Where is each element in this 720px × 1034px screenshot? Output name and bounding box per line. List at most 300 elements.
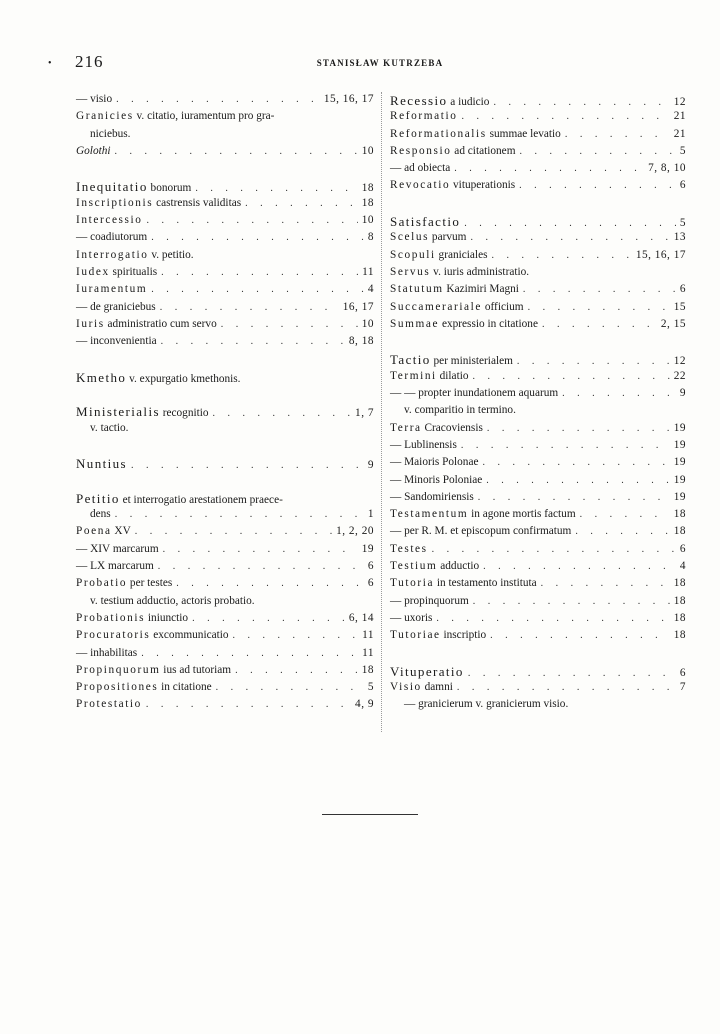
dot-leader (483, 561, 676, 572)
entry-pages: 11 (362, 629, 374, 642)
entry-label (390, 525, 571, 537)
index-entry (390, 231, 686, 248)
dot-leader (519, 180, 676, 191)
entry-text: — Lublinensis (390, 438, 457, 451)
index-entry (76, 577, 374, 594)
entry-label (90, 422, 128, 434)
entry-text: inscriptio (440, 629, 487, 642)
dot-leader (195, 183, 357, 194)
entry-text: — LX marcarum (76, 560, 154, 573)
dot-leader (131, 460, 364, 471)
entry-label (90, 128, 130, 140)
entry-pages: 19 (673, 473, 686, 486)
dot-leader (158, 561, 364, 572)
entry-text: iniunctio (145, 611, 189, 624)
entry-pages: 7, 8, 10 (648, 162, 686, 175)
dot-leader (486, 475, 669, 486)
dot-leader (565, 129, 670, 140)
entry-headword: Poena (76, 525, 112, 538)
entry-text: recognitio (159, 407, 209, 420)
entry-text: excommunicatio (150, 629, 229, 642)
dot-leader (213, 408, 352, 419)
entry-text: per ministerialem (430, 355, 513, 368)
entry-text: Kazimiri Magni (443, 283, 519, 296)
index-entry (390, 128, 686, 145)
entry-text: a iudicio (447, 96, 490, 108)
index-entry (76, 231, 374, 248)
entry-label (390, 214, 460, 230)
entry-pages: 4 (679, 560, 686, 573)
dot-leader (464, 218, 676, 229)
entry-pages: 10 (361, 214, 374, 227)
entry-text: v. expurgatio kmethonis. (126, 372, 241, 385)
entry-label (390, 439, 457, 451)
entry-label (76, 197, 241, 209)
entry-pages: 18 (361, 663, 374, 676)
index-entry (390, 179, 686, 196)
dot-leader (528, 302, 670, 313)
index-entry (76, 491, 374, 508)
entry-label (76, 266, 157, 278)
entry-headword: Probatio (76, 577, 128, 590)
entry-text: damni (421, 681, 453, 694)
dot-leader (470, 232, 669, 243)
index-entry (390, 162, 686, 179)
index-entry (390, 352, 686, 369)
entry-label (390, 664, 464, 680)
index-entry (76, 629, 374, 646)
dot-leader (541, 578, 670, 589)
entry-text: expressio in citatione (439, 317, 538, 330)
entry-pages: 18 (673, 629, 686, 642)
entry-text: — — propter inundationem aquarum (390, 387, 559, 400)
entry-pages: 19 (673, 421, 686, 434)
margin-mark: • (48, 58, 52, 69)
entry-label (390, 318, 538, 330)
entry-pages: 2, 15 (660, 317, 686, 330)
index-entry (76, 681, 374, 698)
entry-pages: 18 (361, 196, 374, 209)
entry-text: — propinquorum (390, 594, 469, 607)
index-entry (76, 93, 374, 110)
dot-leader (151, 232, 364, 243)
entry-headword: Terra (390, 421, 422, 434)
footer-rule (322, 814, 418, 815)
entry-headword: Recessio (390, 93, 448, 108)
entry-label (390, 508, 576, 520)
entry-text: — per R. M. et episcopum confirmatum (390, 525, 572, 538)
entry-label (390, 370, 469, 382)
entry-headword: Servus (390, 265, 431, 278)
index-entry (390, 698, 686, 715)
entry-text: ius ad tutoriam (160, 663, 232, 676)
entry-headword: Statutum (390, 283, 444, 296)
entry-pages: 19 (361, 542, 374, 555)
entry-pages: 4 (367, 283, 374, 296)
index-entry (390, 214, 686, 231)
entry-pages: 15, 16, 17 (635, 248, 686, 261)
dot-leader (461, 111, 669, 122)
index-entry (390, 422, 686, 439)
entry-label (390, 352, 513, 368)
index-entry (76, 456, 374, 473)
entry-pages: 11 (362, 646, 374, 659)
index-entry (390, 249, 686, 266)
dot-leader (163, 544, 358, 555)
entry-text: adductio (437, 560, 480, 573)
entry-label (76, 179, 191, 195)
entry-text: in citatione (158, 681, 212, 694)
dot-leader (517, 356, 670, 367)
index-entry (390, 474, 686, 491)
entry-text: Cracoviensis (421, 421, 483, 434)
entry-label (390, 681, 453, 693)
entry-text: — Maioris Polonae (390, 456, 479, 469)
entry-headword: Reformationalis (390, 127, 487, 140)
entry-text: per testes (127, 577, 173, 590)
entry-headword: Inequitatio (76, 179, 148, 195)
dot-leader (146, 699, 351, 710)
index-entry (76, 283, 374, 300)
index-entry (76, 145, 374, 162)
entry-label (76, 145, 111, 157)
dot-leader (490, 630, 670, 641)
entry-text: parvum (429, 231, 467, 244)
index-column-right (390, 93, 686, 716)
index-entry (390, 110, 686, 127)
running-title: STANISŁAW KUTRZEBA (316, 58, 444, 68)
entry-pages: 6 (679, 179, 686, 192)
dot-leader (235, 665, 358, 676)
entry-label (76, 249, 194, 261)
entry-headword: Procuratoris (76, 629, 151, 642)
entry-label (76, 301, 156, 313)
entry-headword: Vituperatio (390, 663, 464, 679)
index-entry (76, 560, 374, 577)
entry-label (76, 560, 154, 572)
entry-pages: 9 (679, 387, 686, 400)
entry-headword: Summae (390, 317, 440, 330)
dot-leader (216, 682, 364, 693)
dot-leader (487, 423, 670, 434)
index-entry (76, 179, 374, 196)
entry-label (76, 577, 172, 589)
entry-headword: Iuramentum (76, 283, 148, 296)
entry-label (390, 629, 486, 641)
entry-headword: Revocatio (390, 179, 451, 192)
entry-label (76, 698, 142, 710)
dot-leader (116, 94, 320, 105)
entry-label (390, 249, 488, 261)
index-entry (76, 370, 374, 387)
entry-headword: Ministerialis (76, 404, 160, 420)
entry-label (76, 93, 112, 105)
entry-text: v. tactio. (90, 421, 129, 434)
entry-text: — de graniciebus (76, 300, 156, 313)
entry-label (390, 474, 482, 486)
entry-headword: Succamerariale (390, 300, 483, 313)
entry-text: graniciales (435, 248, 488, 261)
entry-label (390, 560, 479, 572)
index-entry (390, 404, 686, 421)
entry-label (390, 456, 478, 468)
entry-pages: 15 (673, 300, 686, 313)
dot-leader (176, 578, 364, 589)
dot-leader (192, 613, 345, 624)
index-entry (390, 543, 686, 560)
dot-leader (457, 682, 676, 693)
entry-label (90, 508, 111, 520)
entry-headword: Petitio (76, 490, 120, 506)
entry-pages: 18 (673, 577, 686, 590)
entry-pages: 22 (673, 369, 686, 382)
index-entry (390, 145, 686, 162)
entry-text: in testamento instituta (434, 577, 537, 590)
entry-headword: Testium (390, 560, 438, 573)
index-entry (390, 525, 686, 542)
entry-label (390, 110, 457, 122)
entry-text: administratio cum servo (104, 317, 217, 330)
entry-pages: 6 (679, 666, 686, 679)
dot-leader (523, 284, 676, 295)
index-entry (390, 508, 686, 525)
entry-headword: Testamentum (390, 508, 469, 521)
entry-pages: 6 (679, 542, 686, 555)
index-entry (390, 283, 686, 300)
entry-pages: 8 (367, 231, 374, 244)
entry-label (390, 266, 529, 278)
entry-label (76, 491, 283, 507)
entry-text: XV (111, 525, 131, 538)
entry-label (404, 404, 516, 416)
entry-headword: Intercessio (76, 214, 143, 227)
index-entry (76, 110, 374, 127)
entry-text: v. comparitio in termino. (404, 404, 516, 417)
dot-leader (468, 668, 676, 679)
entry-text: — Minoris Poloniae (390, 473, 483, 486)
entry-pages: 16, 17 (342, 300, 374, 313)
entry-label (76, 110, 274, 122)
entry-text: — coadiutorum (76, 231, 148, 244)
entry-label (390, 283, 519, 295)
entry-text: — ad obiecta (390, 162, 451, 175)
entry-headword: Scelus (390, 231, 430, 244)
index-entry (390, 595, 686, 612)
dot-leader (135, 526, 332, 537)
dot-leader (151, 284, 364, 295)
dot-leader (562, 388, 676, 399)
entry-headword: Visio (390, 681, 422, 694)
entry-label (76, 370, 241, 386)
dot-leader (115, 509, 364, 520)
entry-headword: Kmetho (76, 369, 127, 385)
entry-pages: 12 (673, 355, 686, 368)
dot-leader (432, 544, 676, 555)
entry-pages: 13 (673, 231, 686, 244)
entry-headword: Termini (390, 369, 437, 382)
dot-leader (473, 371, 670, 382)
index-entry (76, 543, 374, 560)
entry-pages: 1, 2, 20 (336, 525, 374, 538)
entry-text: in agone mortis factum (468, 508, 576, 521)
entry-pages: 15, 16, 17 (323, 93, 374, 105)
entry-headword: Scopuli (390, 248, 436, 261)
entry-text: dilatio (436, 369, 469, 382)
index-entry (76, 197, 374, 214)
entry-label (76, 612, 188, 624)
index-entry (390, 301, 686, 318)
entry-label (390, 543, 428, 555)
entry-pages: 11 (362, 265, 374, 278)
entry-headword: Tactio (390, 352, 431, 368)
index-entry (76, 647, 374, 664)
dot-leader (482, 457, 669, 468)
index-entry (76, 249, 374, 266)
index-entry (76, 301, 374, 318)
entry-text: v. iuris administratio. (430, 265, 530, 278)
entry-pages: 10 (361, 317, 374, 330)
entry-text: — inconvenientia (76, 335, 157, 348)
entry-headword: Iuris (76, 317, 105, 330)
entry-pages: 7 (679, 681, 686, 694)
dot-leader (161, 336, 345, 347)
entry-text: — granicierum v. granicierum visio. (404, 698, 569, 711)
entry-pages: 1, 7 (355, 407, 374, 420)
index-entry (76, 525, 374, 542)
entry-headword: Propinquorum (76, 663, 161, 676)
entry-label (390, 93, 489, 109)
entry-text: ad citationem (451, 144, 516, 157)
entry-text: officium (482, 300, 524, 313)
entry-label (76, 681, 212, 693)
index-entry (76, 595, 374, 612)
entry-text: bonorum (147, 182, 192, 195)
entry-pages: 1 (367, 508, 374, 521)
entry-text: castrensis validitas (153, 196, 242, 209)
entry-text: — uxoris (390, 611, 433, 624)
entry-label (390, 231, 466, 243)
entry-label (76, 335, 157, 347)
entry-pages: 5 (367, 681, 374, 694)
page-header (0, 52, 720, 76)
index-entry (390, 681, 686, 698)
entry-label (76, 629, 229, 641)
index-entry (76, 266, 374, 283)
entry-pages: 19 (673, 438, 686, 451)
index-entry (76, 128, 374, 145)
entry-label (76, 543, 159, 555)
entry-pages: 19 (673, 490, 686, 503)
entry-label (76, 404, 209, 420)
entry-label (390, 162, 450, 174)
entry-label (76, 231, 147, 243)
dot-leader (493, 97, 669, 108)
entry-label (76, 525, 131, 537)
column-divider (381, 92, 382, 732)
index-entry (390, 664, 686, 681)
index-entry (76, 422, 374, 439)
entry-headword: Nuntius (76, 456, 127, 472)
dot-leader (147, 215, 358, 226)
index-column-left (76, 93, 374, 716)
entry-label (76, 647, 137, 659)
dot-leader (233, 630, 359, 641)
entry-pages: 5 (679, 217, 686, 230)
entry-pages: 18 (673, 594, 686, 607)
entry-label (390, 612, 432, 624)
entry-pages: 19 (673, 456, 686, 469)
entry-pages: 21 (673, 127, 686, 140)
index-entry (76, 664, 374, 681)
index-entry (390, 387, 686, 404)
entry-headword: Inscriptionis (76, 196, 154, 209)
entry-text: niciebus. (90, 127, 131, 140)
entry-headword: Iudex (76, 265, 110, 278)
entry-text: v. citatio, iuramentum pro gra- (133, 110, 275, 123)
dot-leader (580, 509, 670, 520)
entry-headword: Tutoriae (390, 629, 441, 642)
dot-leader (575, 526, 669, 537)
entry-pages: 6, 14 (348, 611, 374, 624)
entry-pages: 18 (673, 611, 686, 624)
dot-leader (473, 596, 670, 607)
entry-pages: 21 (673, 110, 686, 123)
dot-leader (221, 319, 358, 330)
entry-label (390, 491, 474, 503)
dot-leader (160, 302, 339, 313)
entry-pages: 4, 9 (355, 698, 374, 711)
dot-leader (478, 492, 670, 503)
index-entry (76, 214, 374, 231)
entry-text: summae levatio (486, 127, 561, 140)
entry-label (76, 664, 231, 676)
entry-pages: 6 (367, 577, 374, 590)
dot-leader (492, 250, 632, 261)
entry-label (390, 387, 558, 399)
index-entry (390, 629, 686, 646)
index-entry (390, 491, 686, 508)
entry-headword: Interrogatio (76, 248, 149, 261)
dot-leader (519, 146, 675, 157)
entry-pages: 10 (361, 144, 374, 157)
entry-label (90, 595, 255, 607)
entry-headword: Propositiones (76, 681, 159, 694)
index-entry (390, 318, 686, 335)
entry-pages: 6 (367, 560, 374, 573)
entry-pages: 18 (673, 525, 686, 538)
entry-headword: Protestatio (76, 698, 142, 711)
entry-label (390, 422, 483, 434)
entry-text: — XIV marcarum (76, 542, 159, 555)
dot-leader (454, 163, 644, 174)
entry-headword: Granicies (76, 110, 134, 123)
index-entry (76, 318, 374, 335)
entry-text: — inhabilitas (76, 646, 138, 659)
entry-text: v. testium adductio, actoris probatio. (90, 594, 255, 607)
index-entry (76, 404, 374, 421)
entry-label (390, 595, 469, 607)
entry-pages: 18 (673, 508, 686, 521)
index-entry (390, 266, 686, 283)
entry-headword: Tutoria (390, 577, 435, 590)
index-entry (76, 335, 374, 352)
entry-headword: Testes (390, 542, 428, 555)
index-entry (76, 612, 374, 629)
index-entry (390, 560, 686, 577)
entry-pages: 9 (367, 459, 374, 472)
entry-pages: 6 (679, 283, 686, 296)
dot-leader (161, 267, 358, 278)
